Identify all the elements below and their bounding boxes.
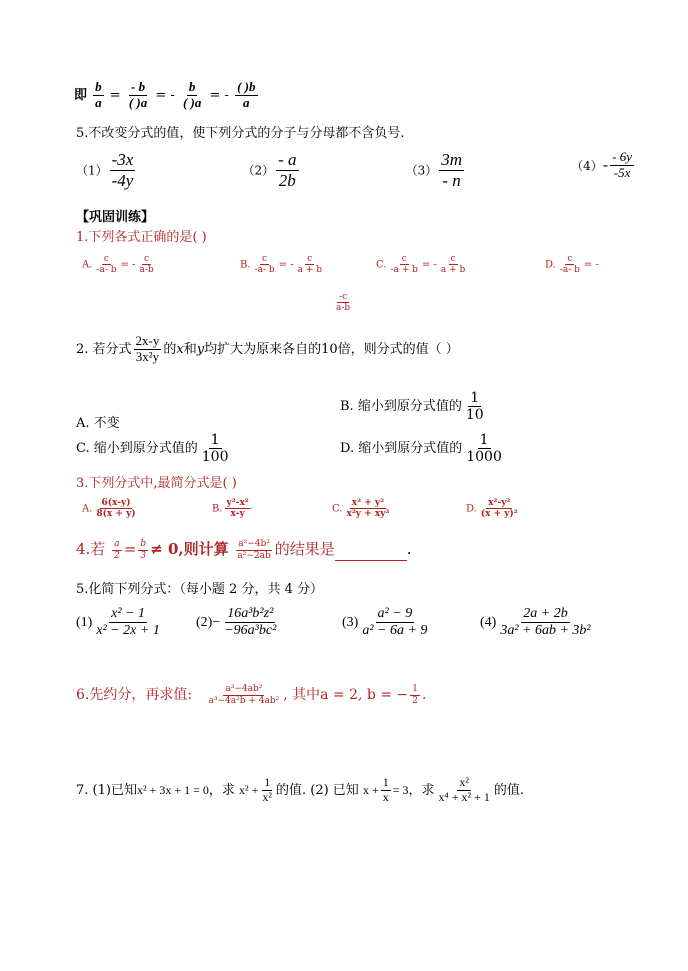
q1-option-d: D. $\frac{c}{-a- b}$ = - <box>545 254 599 276</box>
q3-option-b: B. $\frac{\text{y²-x²}}{x-y}$ <box>212 498 249 520</box>
q3-option-d: D. $\frac{\text{x²-y²}}{\text{(x + y)²}}$ <box>466 498 518 520</box>
q5a-items <box>76 150 636 190</box>
q5a-title: 5.不改变分式的值，使下列分式的分子与分母都不含负号. <box>76 126 405 141</box>
q5a-item-1: （1） $\frac{-3x}{-4y}$ <box>76 150 134 190</box>
fraction-2: $\frac{- b}{( )a}$ <box>128 79 148 110</box>
q2-option-b: B. 缩小到原分式值的 $\frac{1}{10}$ <box>340 390 484 424</box>
q3-option-a: A. $\frac{6(x-y)}{8(x + y)}$ <box>82 498 136 520</box>
q5a-item-2: （2） $\frac{- a}{2b}$ <box>242 150 297 190</box>
q5b-item-2: (2)− $\frac{\text{16a³b²z²}}{\text{−96a³bc²}}$ <box>196 606 277 639</box>
fraction-4: $\frac{( )b}{a}$ <box>237 79 256 110</box>
q2-option-a: A. 不变 <box>76 416 120 431</box>
q5b-item-3: (3) $\frac{\text{a² − 9}}{\text{a² − 6a + 9}}$ <box>342 606 428 639</box>
section-title: 【巩固训练】 <box>76 210 155 225</box>
q1-title: 1.下列各式正确的是( ) <box>76 230 207 245</box>
q1-option-c: C. $\frac{c}{-a + b}$ = - $\frac{c}{a + b}$ <box>376 254 466 276</box>
q2-stem: 2. 若分式 $\frac{2x-y}{\text{3x²y}}$ 的x和y均扩大为原来各自的10倍，则分式的值（ ） <box>76 333 459 364</box>
q5b-item-4: (4) $\frac{2a + 2b}{\text{3a² + 6ab + 3b²}}$ <box>480 606 591 639</box>
prefix: 即 <box>74 87 88 103</box>
q5b-item-1: (1) $\frac{\text{x² − 1}}{\text{x² − 2x + 1}}$ <box>76 606 160 639</box>
reduction-equation: 即 $\frac{b}{a}$ = $\frac{- b}{( )a}$ = - $\frac{b}{( )a}$ = - $\frac{( )b}{a}$ <box>74 79 256 110</box>
q6: 6.先约分，再求值: $\frac{\text{a³−4ab²}}{\text{a³−4a²b + 4ab²}}$ , 其中a = 2, b = − $\frac{1}{2}$ . <box>76 684 427 706</box>
q3-title: 3.下列分式中,最简分式是( ) <box>76 476 237 491</box>
q2-fraction: $\frac{2x-y}{\text{3x²y}}$ <box>135 333 160 364</box>
q4: 4.若 $\frac{a}{2}$ = $\frac{b}{3}$ ≠ 0,则计算 $\frac{\text{a²−4b²}}{\text{a²−2ab}}$ 的结果是 . <box>76 539 412 561</box>
q2-option-c: C. 缩小到原分式值的 $\frac{1}{100}$ <box>76 432 229 466</box>
q7: 7. (1)已知x² + 3x + 1 = 0，求 x² + $\frac{1}{\text{x²}}$ 的值. (2) 已知 x + $\frac{1}{x}$ = 3，求 $\frac{\text{x²}}{\text{x⁴ + x² + 1}}$ 的值. <box>76 775 524 804</box>
q3-option-c: C. $\frac{\text{x² + y²}}{\text{x²y + xy²}}$ <box>332 498 390 520</box>
q1-option-a: A. $\frac{c}{-a- b}$ = - $\frac{c}{a-b}$ <box>82 254 154 276</box>
q1-option-b: B. $\frac{c}{-a- b}$ = - $\frac{c}{a + b}$ <box>240 254 322 276</box>
q5a-item-3: （3） $\frac{3m}{- n}$ <box>405 150 462 190</box>
q5a-item-4: （4）- $\frac{- 6y}{-5x}$ <box>571 149 632 180</box>
q1-option-d-continued: $\frac{-c}{a-b}$ <box>336 292 351 314</box>
q5b-title: 5.化简下列分式：（每小题 2 分，共 4 分） <box>76 582 323 597</box>
fraction-b-over-a: $\frac{b}{a}$ <box>95 79 102 110</box>
fraction-3: $\frac{b}{( )a}$ <box>182 79 202 110</box>
q2-option-d: D. 缩小到原分式值的 $\frac{1}{1000}$ <box>340 432 502 466</box>
